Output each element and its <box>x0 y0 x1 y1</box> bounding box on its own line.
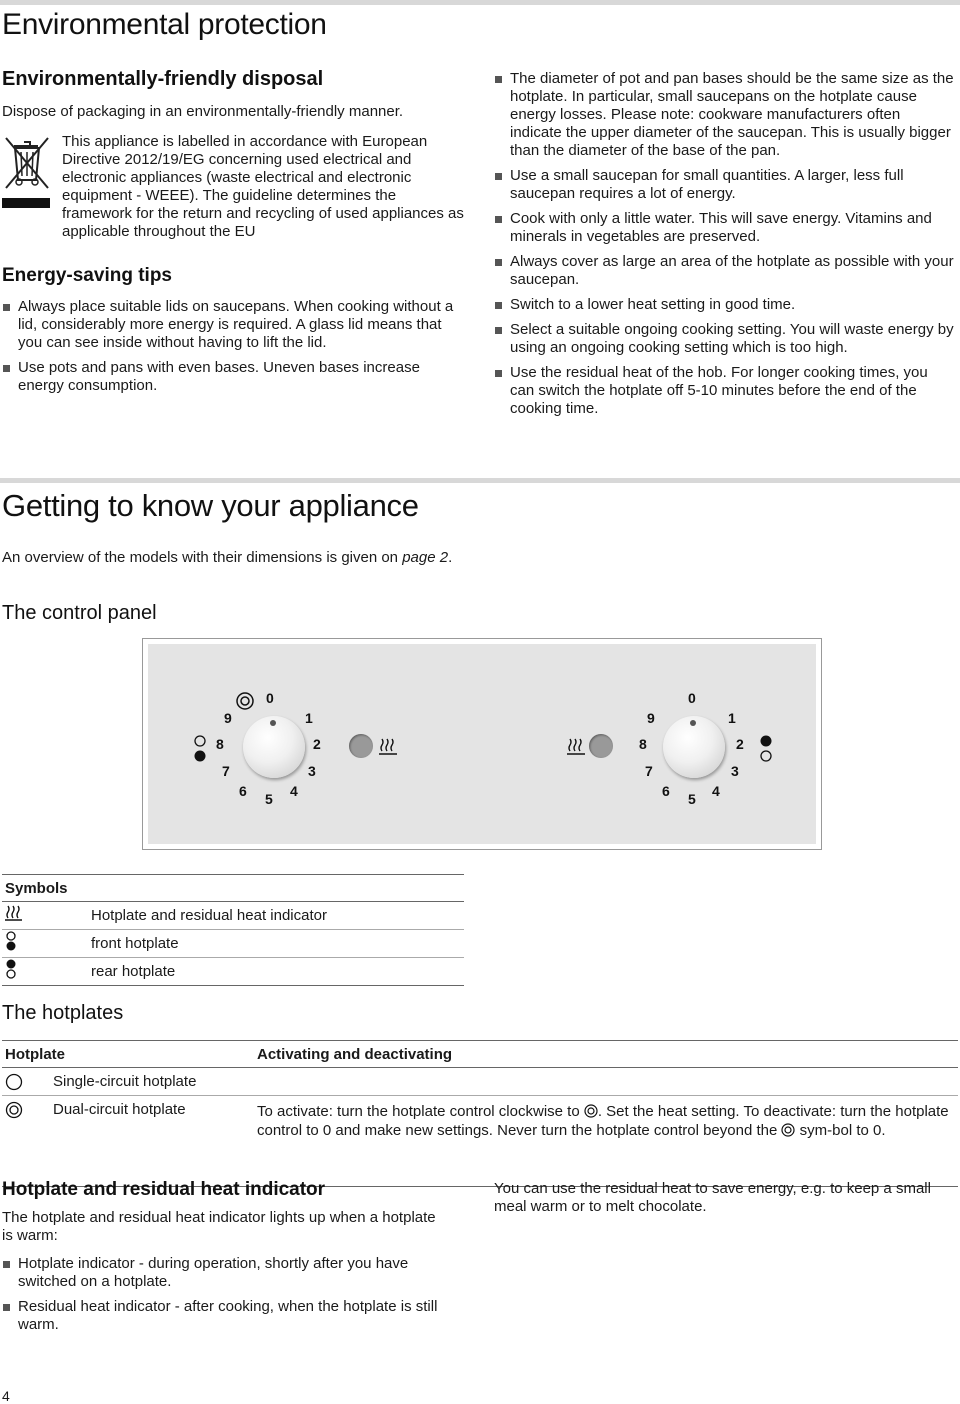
knob-number: 9 <box>224 710 232 726</box>
disposal-heading: Environmentally-friendly disposal <box>2 68 324 90</box>
knob-number: 8 <box>216 736 224 752</box>
list-item: Use a small saucepan for small quantities. A larger, less full saucepan requires a lot of energy. <box>494 167 956 203</box>
dual-circuit-icon <box>584 1104 598 1118</box>
rear-hotplate-icon <box>759 732 773 768</box>
hotplates-table <box>2 1040 958 1187</box>
section-rule <box>0 478 960 483</box>
dual-circuit-instructions: To activate: turn the hotplate control clockwise to . Set the heat setting. To deactivate: turn the hotplate control to 0 and make new settings. Never turn the hotplate control beyond the sym-bol to 0. <box>257 1103 949 1139</box>
knob-number: 4 <box>290 783 298 799</box>
indicator-list <box>2 1255 464 1341</box>
front-hotplate-icon <box>2 930 91 957</box>
knob-number: 0 <box>266 690 274 706</box>
knob-number: 3 <box>731 763 739 779</box>
dual-circuit-icon <box>5 1101 23 1124</box>
list-item: Always cover as large an area of the hotplate as possible with your saucepan. <box>494 253 956 289</box>
knob-number: 3 <box>308 763 316 779</box>
page-number: 4 <box>2 1388 10 1404</box>
dual-circuit-icon <box>781 1123 795 1137</box>
knob-number: 9 <box>647 710 655 726</box>
table-row: front hotplate <box>2 930 464 958</box>
col-activating: Activating and deactivating <box>257 1046 453 1063</box>
single-circuit-icon <box>5 1073 23 1096</box>
knob-marker <box>690 720 696 726</box>
knob-number: 1 <box>728 710 736 726</box>
col-hotplate: Hotplate <box>5 1046 65 1063</box>
section-title-appliance: Getting to know your appliance <box>2 488 419 523</box>
right-hotplate-knob[interactable] <box>663 716 725 778</box>
front-hotplate-icon <box>193 732 207 768</box>
list-item: Always place suitable lids on saucepans. When cooking without a lid, considerably more energy is required. A glass lid means that you can see inside without having to lift the lid. <box>2 298 464 352</box>
overview-text: An overview of the models with their dimensions is given on page 2. <box>2 549 453 566</box>
rear-hotplate-icon <box>2 958 91 985</box>
residual-heat-icon <box>379 736 399 756</box>
control-panel-illustration <box>142 638 822 850</box>
indicator-heading: Hotplate and residual heat indicator <box>2 1179 326 1200</box>
left-indicator-light <box>349 734 373 758</box>
table-row: rear hotplate <box>2 958 464 986</box>
table-row: Hotplate and residual heat indicator <box>2 902 464 930</box>
symbols-table <box>2 874 464 986</box>
hotplates-header-row <box>2 1041 958 1068</box>
page-link[interactable]: page 2 <box>402 549 449 566</box>
left-hotplate-knob[interactable] <box>243 716 305 778</box>
right-indicator-light <box>589 734 613 758</box>
indicator-right-text: You can use the residual heat to save energy, e.g. to keep a small meal warm or to melt chocolate. <box>494 1180 931 1215</box>
residual-heat-icon <box>2 904 91 927</box>
dual-circuit-icon <box>234 690 256 712</box>
indicator-intro: The hotplate and residual heat indicator lights up when a hotplate is warm: <box>2 1209 436 1244</box>
list-item: Residual heat indicator - after cooking, when the hotplate is still warm. <box>2 1298 464 1334</box>
hotplates-heading: The hotplates <box>2 1002 124 1024</box>
table-row: Dual-circuit hotplate To activate: turn the hotplate control clockwise to . Set the heat setting. To deactivate: turn the hotplate control to 0 and make new settings. Never turn the hotplate control beyond the sym-bol to 0. <box>2 1096 958 1187</box>
tips-list-left <box>2 298 464 402</box>
list-item: Switch to a lower heat setting in good time. <box>494 296 956 314</box>
weee-text: This appliance is labelled in accordance with European Directive 2012/19/EG concerning used electrical and electronic appliances (waste electrical and electronic equipment - WEEE). The guideline determines the framework for the return and recycling of used appliances as applicable throughout the EU <box>62 133 464 240</box>
knob-number: 0 <box>688 690 696 706</box>
knob-number: 5 <box>265 791 273 807</box>
knob-number: 7 <box>645 763 653 779</box>
knob-number: 2 <box>313 736 321 752</box>
knob-number: 5 <box>688 791 696 807</box>
knob-number: 1 <box>305 710 313 726</box>
knob-number: 8 <box>639 736 647 752</box>
list-item: Use pots and pans with even bases. Uneven bases increase energy consumption. <box>2 359 464 395</box>
control-panel-surface <box>148 644 816 844</box>
knob-number: 7 <box>222 763 230 779</box>
list-item: The diameter of pot and pan bases should be the same size as the hotplate. In particular, small saucepans on the hotplate cause energy losses. Please note: cookware manufacturers often indicate the upper diameter of the saucepan. This is usually bigger than the diameter of the base of the pan. <box>494 70 956 160</box>
knob-number: 6 <box>662 783 670 799</box>
weee-bin-icon <box>2 132 52 212</box>
list-item: Use the residual heat of the hob. For longer cooking times, you can switch the hotplate off 5-10 minutes before the end of the cooking time. <box>494 364 956 418</box>
energy-tips-heading: Energy-saving tips <box>2 265 172 286</box>
list-item: Select a suitable ongoing cooking setting. You will waste energy by using an ongoing cooking setting which is too high. <box>494 321 956 357</box>
tips-list-right <box>494 70 956 425</box>
knob-number: 4 <box>712 783 720 799</box>
knob-number: 2 <box>736 736 744 752</box>
knob-marker <box>270 720 276 726</box>
top-rule <box>0 0 960 5</box>
control-panel-heading: The control panel <box>2 602 157 624</box>
knob-number: 6 <box>239 783 247 799</box>
residual-heat-icon <box>567 736 587 756</box>
table-row: Single-circuit hotplate <box>2 1068 958 1096</box>
symbols-header: Symbols <box>2 875 464 902</box>
list-item: Cook with only a little water. This will save energy. Vitamins and minerals in vegetables are preserved. <box>494 210 956 246</box>
list-item: Hotplate indicator - during operation, shortly after you have switched on a hotplate. <box>2 1255 464 1291</box>
disposal-intro: Dispose of packaging in an environmentally-friendly manner. <box>2 103 404 120</box>
section-title-environment: Environmental protection <box>2 8 327 41</box>
